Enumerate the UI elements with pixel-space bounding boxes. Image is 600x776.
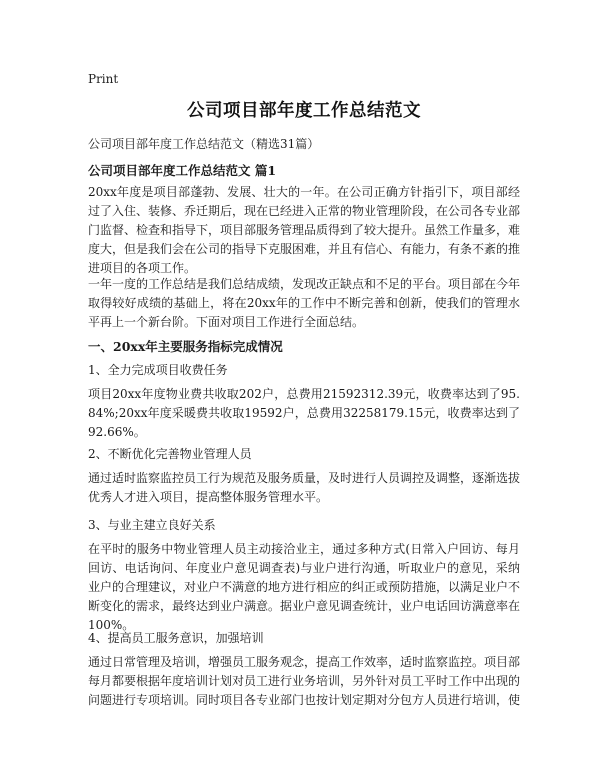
item-heading-fees: 1、全力完成项目收费任务 [88,363,228,377]
item-text-training: 通过日常管理及培训，增强员工服务观念，提高工作效率，适时监察监控。项目部每月都要根据年度培训计划对员工进行业务培训，另外针对员工平时工作中出现的问题进行专项培训。同时项目各专业部门也按计划定期对分包方人员进行培训，使 [88,655,521,707]
section-heading-indicators: 一、20xx年主要服务指标完成情况 [88,339,283,354]
item-heading-relations: 3、与业主建立良好关系 [88,518,216,532]
item-heading-training: 4、提高员工服务意识，加强培训 [88,631,264,645]
article-subtitle: 公司项目部年度工作总结范文（精选31篇） [88,137,320,151]
paragraph-intro: 20xx年度是项目部蓬勃、发展、壮大的一年。在公司正确方针指引下，项目部经过了入住、装修、乔迁期后，现在已经进入正常的物业管理阶段，在公司各专业部门监督、检查和指导下，项目部服务管理品质得到了较大提升。虽然工作量多，难度大，但是我们会在公司的指导下克服困难，并且有信心、有能力，有条不紊的推进项目的各项工作。 [88,185,521,275]
item-text-relations: 在平时的服务中物业管理人员主动接洽业主，通过多种方式(日常入户回访、每月回访、电话询问、年度业户意见调查表)与业户进行沟通，听取业户的意见，采纳业户的合理建议，对业户不满意的地方进行相应的纠正或预防措施，以满足业户不断变化的需求，最终达到业户满意。据业户意见调查统计，业户电话回访满意率在100%。 [88,542,521,632]
article-heading: 公司项目部年度工作总结范文 篇1 [88,163,277,178]
print-link[interactable]: Print [88,72,119,86]
item-text-staff: 通过适时监察监控员工行为规范及服务质量，及时进行人员调控及调整，逐渐选拔优秀人才进入项目，提高整体服务管理水平。 [88,471,521,504]
item-heading-staff: 2、不断优化完善物业管理人员 [88,447,252,461]
paragraph-summary: 一年一度的工作总结是我们总结成绩，发现改正缺点和不足的平台。项目部在今年取得较好成绩的基础上，将在20xx年的工作中不断完善和创新，使我们的管理水平再上一个新台阶。下面对项目工作进行全面总结。 [88,277,521,329]
page-title: 公司项目部年度工作总结范文 [187,101,421,121]
item-text-fees: 项目20xx年度物业费共收取202户，总费用21592312.39元，收费率达到了95.84%;20xx年度采暖费共收取19592户，总费用32258179.15元，收费率达到了92.66%。 [88,387,520,439]
